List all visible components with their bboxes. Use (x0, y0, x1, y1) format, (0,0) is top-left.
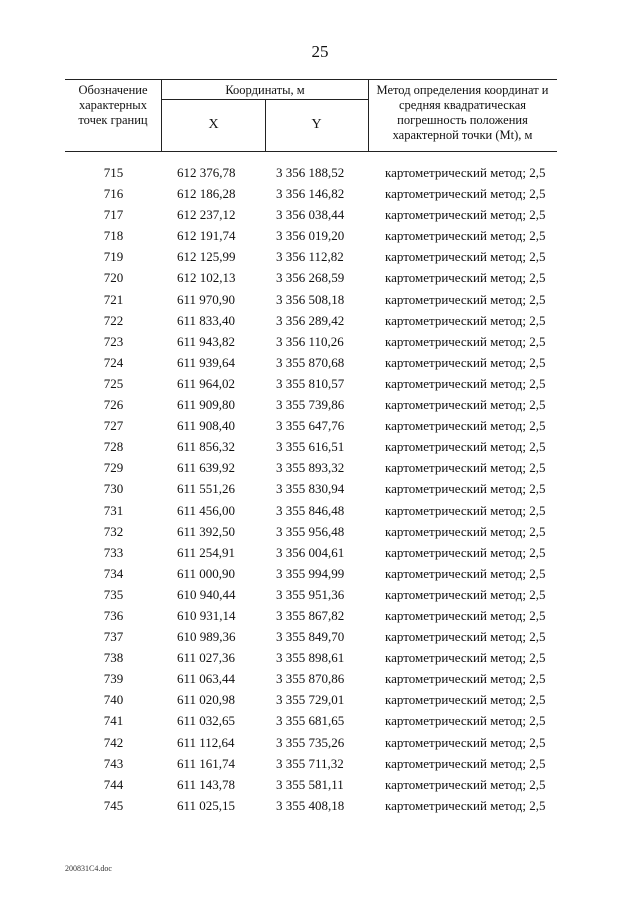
coord-y: 3 356 146,82 (276, 186, 345, 202)
coord-x: 610 940,44 (177, 586, 236, 602)
coord-y: 3 355 849,70 (276, 629, 345, 645)
coord-x: 611 639,92 (177, 460, 236, 476)
method-cell: картометрический метод; 2,5 (385, 544, 546, 560)
coord-y: 3 356 019,20 (276, 228, 345, 244)
point-number: 725 (103, 375, 124, 391)
coord-x: 611 456,00 (177, 502, 236, 518)
point-number: 727 (103, 418, 124, 434)
table-row (65, 732, 557, 753)
coord-y: 3 355 870,68 (276, 354, 345, 370)
header-coordinates-group (162, 80, 369, 151)
point-number: 726 (103, 397, 124, 413)
point-number: 730 (103, 481, 124, 497)
method-cell: картометрический метод; 2,5 (385, 354, 546, 370)
footer-doc-name: 200831C4.doc (65, 864, 112, 873)
method-cell: картометрический метод; 2,5 (385, 565, 546, 581)
coord-x: 611 943,82 (177, 333, 236, 349)
table-row (65, 605, 557, 626)
table-body (65, 162, 557, 816)
coord-x: 611 551,26 (177, 481, 236, 497)
coord-x: 611 254,91 (177, 544, 236, 560)
point-number: 734 (103, 565, 124, 581)
table-row (65, 563, 557, 584)
point-number: 719 (103, 249, 124, 265)
point-number: 716 (103, 186, 124, 202)
table-row (65, 584, 557, 605)
point-number: 731 (103, 502, 124, 518)
coord-x: 611 143,78 (177, 776, 236, 792)
table-row (65, 162, 557, 183)
coord-y: 3 355 581,11 (276, 776, 344, 792)
table-row (65, 500, 557, 521)
point-number: 742 (103, 734, 124, 750)
coord-x: 612 237,12 (177, 207, 236, 223)
table-row (65, 457, 557, 478)
table-row (65, 289, 557, 310)
method-cell: картометрический метод; 2,5 (385, 713, 546, 729)
coord-y: 3 355 956,48 (276, 523, 345, 539)
coord-y: 3 356 038,44 (276, 207, 345, 223)
coord-y: 3 355 867,82 (276, 607, 345, 623)
method-cell: картометрический метод; 2,5 (385, 375, 546, 391)
method-cell: картометрический метод; 2,5 (385, 607, 546, 623)
method-cell: картометрический метод; 2,5 (385, 692, 546, 708)
method-cell: картометрический метод; 2,5 (385, 481, 546, 497)
table-row (65, 331, 557, 352)
coord-y: 3 356 110,26 (276, 333, 344, 349)
point-number: 722 (103, 312, 124, 328)
point-number: 733 (103, 544, 124, 560)
coord-x: 611 063,44 (177, 671, 236, 687)
table-row (65, 542, 557, 563)
coord-y: 3 355 647,76 (276, 418, 345, 434)
method-cell: картометрический метод; 2,5 (385, 734, 546, 750)
table-row (65, 394, 557, 415)
point-number: 735 (103, 586, 124, 602)
point-number: 743 (103, 755, 124, 771)
point-number: 736 (103, 607, 124, 623)
coord-x: 610 989,36 (177, 629, 236, 645)
coord-y: 3 356 268,59 (276, 270, 345, 286)
point-number: 732 (103, 523, 124, 539)
point-number: 717 (103, 207, 124, 223)
coord-y: 3 355 830,94 (276, 481, 345, 497)
coord-y: 3 355 846,48 (276, 502, 345, 518)
method-cell: картометрический метод; 2,5 (385, 418, 546, 434)
point-number: 720 (103, 270, 124, 286)
coord-y: 3 355 810,57 (276, 375, 345, 391)
table-row (65, 436, 557, 457)
point-number: 728 (103, 439, 124, 455)
table-row (65, 668, 557, 689)
method-cell: картометрический метод; 2,5 (385, 207, 546, 223)
point-number: 721 (103, 291, 124, 307)
coord-y: 3 356 004,61 (276, 544, 345, 560)
coord-x: 612 191,74 (177, 228, 236, 244)
table-row (65, 689, 557, 710)
method-cell: картометрический метод; 2,5 (385, 439, 546, 455)
method-cell: картометрический метод; 2,5 (385, 312, 546, 328)
table-row (65, 246, 557, 267)
method-cell: картометрический метод; 2,5 (385, 586, 546, 602)
coord-x: 611 112,64 (177, 734, 235, 750)
coord-y: 3 355 870,86 (276, 671, 345, 687)
coord-x: 612 102,13 (177, 270, 236, 286)
coord-x: 612 376,78 (177, 165, 236, 180)
table-header (65, 79, 557, 152)
table-row (65, 373, 557, 394)
method-cell: картометрический метод; 2,5 (385, 502, 546, 518)
coord-x: 611 161,74 (177, 755, 236, 771)
table-row (65, 795, 557, 816)
header-designation: Обозначение характерных точек границ (65, 80, 162, 151)
coord-y: 3 356 289,42 (276, 312, 345, 328)
method-cell: картометрический метод; 2,5 (385, 165, 546, 180)
point-number: 741 (103, 713, 124, 729)
coord-x: 611 964,02 (177, 375, 236, 391)
method-cell: картометрический метод; 2,5 (385, 797, 546, 813)
table-row (65, 753, 557, 774)
table-row (65, 774, 557, 795)
coord-y: 3 356 188,52 (276, 165, 345, 180)
coord-x: 611 908,40 (177, 418, 236, 434)
coord-x: 611 833,40 (177, 312, 236, 328)
point-number: 744 (103, 776, 124, 792)
method-cell: картометрический метод; 2,5 (385, 186, 546, 202)
coord-x: 611 856,32 (177, 439, 236, 455)
method-cell: картометрический метод; 2,5 (385, 629, 546, 645)
coord-x: 611 025,15 (177, 797, 236, 813)
coord-x: 611 392,50 (177, 523, 236, 539)
method-cell: картометрический метод; 2,5 (385, 755, 546, 771)
coord-x: 611 970,90 (177, 291, 236, 307)
table-row (65, 478, 557, 499)
table-row (65, 183, 557, 204)
header-x: X (162, 99, 266, 151)
coord-y: 3 355 739,86 (276, 397, 345, 413)
coord-y: 3 355 616,51 (276, 439, 345, 455)
coord-x: 611 027,36 (177, 650, 236, 666)
header-coordinates: Координаты, м (162, 80, 368, 100)
table-row (65, 521, 557, 542)
point-number: 723 (103, 333, 124, 349)
method-cell: картометрический метод; 2,5 (385, 291, 546, 307)
table-row (65, 415, 557, 436)
coord-x: 612 125,99 (177, 249, 236, 265)
method-cell: картометрический метод; 2,5 (385, 460, 546, 476)
coord-x: 610 931,14 (177, 607, 236, 623)
method-cell: картометрический метод; 2,5 (385, 776, 546, 792)
table-row (65, 710, 557, 731)
point-number: 729 (103, 460, 124, 476)
method-cell: картометрический метод; 2,5 (385, 397, 546, 413)
coord-y: 3 355 735,26 (276, 734, 345, 750)
coord-y: 3 355 893,32 (276, 460, 345, 476)
point-number: 738 (103, 650, 124, 666)
coord-x: 611 032,65 (177, 713, 236, 729)
page-number: 25 (311, 42, 329, 61)
point-number: 715 (103, 165, 124, 180)
coord-x: 611 909,80 (177, 397, 236, 413)
table-row (65, 310, 557, 331)
method-cell: картометрический метод; 2,5 (385, 333, 546, 349)
point-number: 718 (103, 228, 124, 244)
table-row (65, 204, 557, 225)
method-cell: картометрический метод; 2,5 (385, 523, 546, 539)
coord-x: 611 000,90 (177, 565, 236, 581)
method-cell: картометрический метод; 2,5 (385, 249, 546, 265)
method-cell: картометрический метод; 2,5 (385, 650, 546, 666)
point-number: 740 (103, 692, 124, 708)
point-number: 724 (103, 354, 124, 370)
coord-y: 3 355 898,61 (276, 650, 345, 666)
header-y: Y (311, 117, 322, 132)
coord-y: 3 355 729,01 (276, 692, 345, 708)
coord-x: 611 939,64 (177, 354, 236, 370)
table-row (65, 626, 557, 647)
point-number: 745 (103, 797, 124, 813)
coord-y: 3 355 711,32 (276, 755, 344, 771)
coord-x: 612 186,28 (177, 186, 236, 202)
coord-y: 3 355 681,65 (276, 713, 345, 729)
method-cell: картометрический метод; 2,5 (385, 671, 546, 687)
point-number: 737 (103, 629, 124, 645)
table-row (65, 267, 557, 288)
header-method: Метод определения координат и средняя квадратическая погрешность положения характерной точки (Mt), м (376, 83, 549, 142)
coord-y: 3 355 994,99 (276, 565, 345, 581)
table-row (65, 352, 557, 373)
coord-y: 3 355 408,18 (276, 797, 345, 813)
coord-y: 3 356 508,18 (276, 291, 345, 307)
coord-y: 3 356 112,82 (276, 249, 344, 265)
table-row (65, 225, 557, 246)
coord-y: 3 355 951,36 (276, 586, 345, 602)
method-cell: картометрический метод; 2,5 (385, 270, 546, 286)
table-row (65, 647, 557, 668)
coord-x: 611 020,98 (177, 692, 236, 708)
method-cell: картометрический метод; 2,5 (385, 228, 546, 244)
point-number: 739 (103, 671, 124, 687)
